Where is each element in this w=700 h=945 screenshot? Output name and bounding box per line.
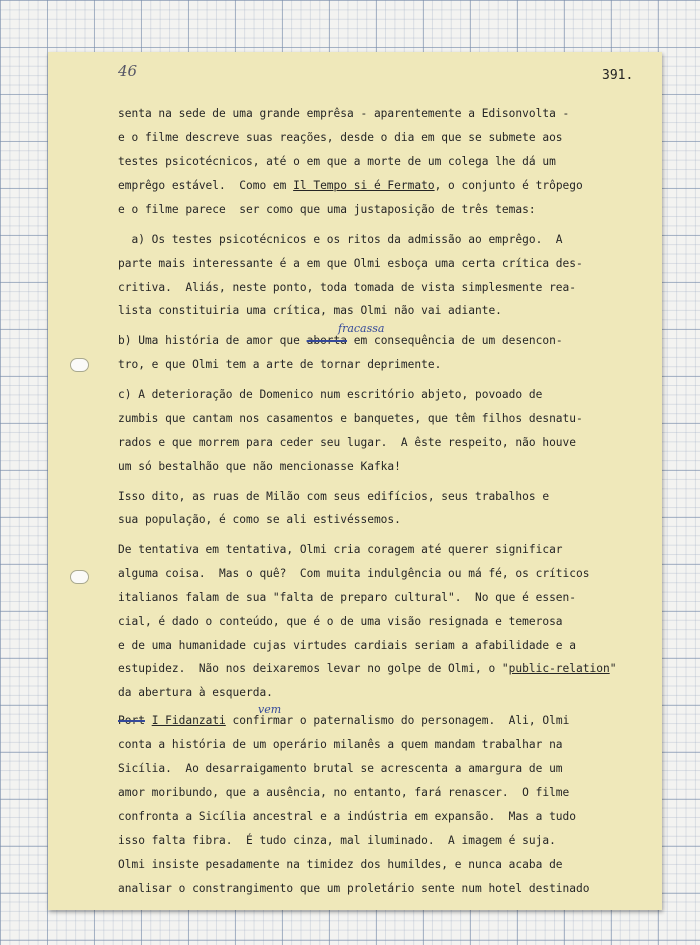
- text-line: parte mais interessante é a em que Olmi esboça uma certa crítica des-: [118, 257, 583, 270]
- text-line: rados e que morrem para ceder seu lugar. A êste respeito, não houve: [118, 436, 577, 449]
- text-line: [118, 179, 663, 193]
- text-line: isso falta fibra. É tudo cinza, mal iluminado. A imagem é suja.: [118, 834, 556, 847]
- text-line: c) A deterioração de Domenico num escritório abjeto, povoado de: [118, 388, 543, 401]
- text-line: Olmi insiste pesadamente na timidez dos humildes, e nunca acaba de: [118, 858, 563, 871]
- text-line: De tentativa em tentativa, Olmi cria coragem até querer significar: [118, 543, 563, 556]
- page-number-typed: 391.: [602, 68, 634, 83]
- struck-word: aborta: [306, 334, 348, 347]
- text-line: Isso dito, as ruas de Milão com seus edifícios, seus trabalhos e: [118, 490, 550, 503]
- text-line: um só bestalhão que não mencionasse Kafka!: [118, 460, 401, 473]
- text-line: analisar o constrangimento que um proletário sente num hotel destinado: [118, 882, 590, 895]
- text-line: e o filme descreve suas reações, desde o dia em que se submete aos: [118, 131, 563, 144]
- text-span: em consequência de um desencon-: [347, 334, 563, 347]
- text-line: [118, 662, 663, 676]
- text-line: italianos falam de sua "falta de preparo cultural". No que é essen-: [118, 591, 577, 604]
- text-line: lista constituiria uma crítica, mas Olmi não vai adiante.: [118, 304, 502, 317]
- text-line: [118, 714, 663, 728]
- text-line: cial, é dado o conteúdo, que é o de uma visão resignada e temerosa: [118, 615, 563, 628]
- film-title: I Fidanzati: [151, 714, 226, 727]
- text-line: a) Os testes psicotécnicos e os ritos da admissão ao emprêgo. A: [118, 233, 563, 246]
- text-line: alguma coisa. Mas o quê? Com muita indulgência ou má fé, os críticos: [118, 567, 590, 580]
- text-line: critiva. Aliás, neste ponto, toda tomada de vista simplesmente rea-: [118, 281, 577, 294]
- text-line: zumbis que cantam nos casamentos e banquetes, que têm filhos desnatu-: [118, 412, 583, 425]
- page-number-handwritten: 46: [118, 62, 138, 80]
- underlined-term: public-relation: [508, 662, 610, 675]
- text-line: amor moribundo, que a ausência, no entanto, fará renascer. O filme: [118, 786, 570, 799]
- punch-hole: [70, 358, 89, 372]
- text-span: estupidez. Não nos deixaremos levar no golpe de Olmi, o ": [118, 662, 509, 675]
- text-line: confronta a Sicília ancestral e a indústria em expansão. Mas a tudo: [118, 810, 577, 823]
- text-span: , o conjunto é trôpego: [434, 179, 583, 192]
- punch-hole: [70, 570, 89, 584]
- text-line: sua população, é como se ali estivéssemos.: [118, 513, 401, 526]
- text-span: ": [609, 662, 617, 675]
- handwritten-insertion: vem: [258, 703, 282, 716]
- text-line: da abertura à esquerda.: [118, 686, 273, 699]
- text-line: Sicília. Ao desarraigamento brutal se acrescenta a amargura de um: [118, 762, 563, 775]
- text-span: b) Uma história de amor que: [118, 334, 307, 347]
- text-line: [118, 334, 663, 348]
- text-span: confirmar o paternalismo do personagem. Ali, Olmi: [225, 714, 570, 727]
- text-line: conta a história de um operário milanês a quem mandam trabalhar na: [118, 738, 563, 751]
- struck-word: Port: [118, 714, 145, 727]
- text-line: senta na sede de uma grande emprêsa - aparentemente a Edisonvolta -: [118, 107, 570, 120]
- text-span: emprêgo estável. Como em: [118, 179, 294, 192]
- film-title: Il Tempo si é Fermato: [293, 179, 435, 192]
- text-line: e o filme parece ser como que uma justaposição de três temas:: [118, 203, 536, 216]
- text-line: testes psicotécnicos, até o em que a morte de um colega lhe dá um: [118, 155, 556, 168]
- text-line: e de uma humanidade cujas virtudes cardiais seriam a afabilidade e a: [118, 639, 577, 652]
- text-line: tro, e que Olmi tem a arte de tornar deprimente.: [118, 358, 442, 371]
- handwritten-correction: fracassa: [338, 322, 385, 335]
